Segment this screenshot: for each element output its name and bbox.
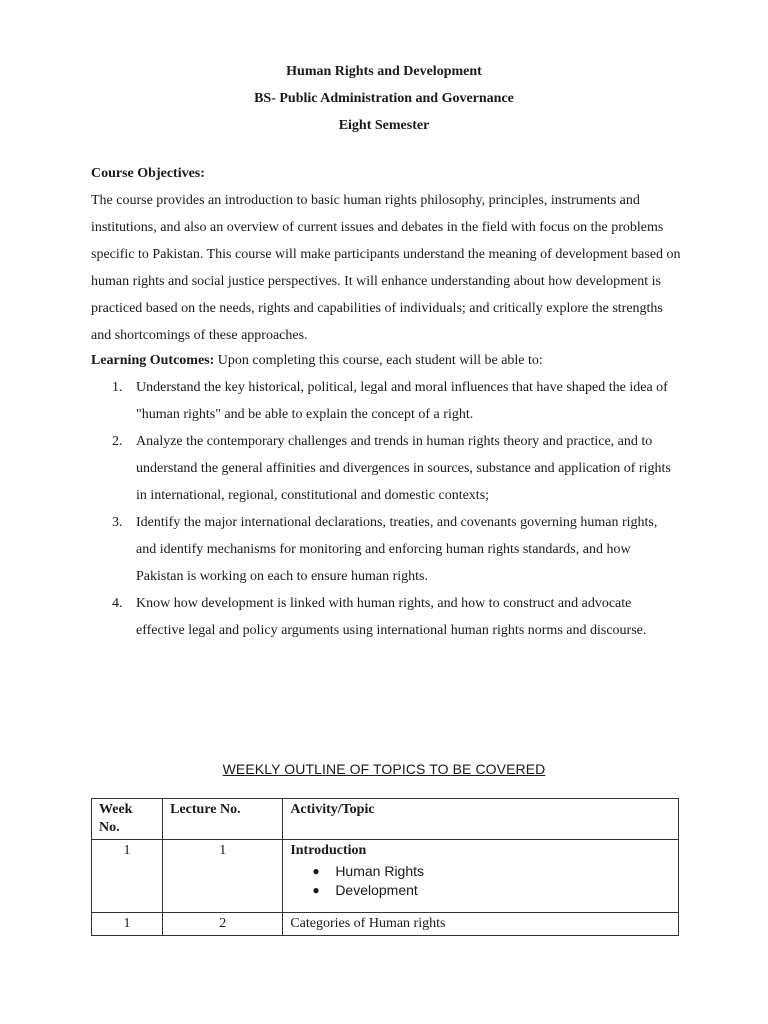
- objectives-paragraph: The course provides an introduction to basic human rights philosophy, principles, instruments and institutions, and also an overview of current issues and debates in the field with focus on the problems specific to Pakistan. This course will make participants understand the meaning of development based on human rights and social justice perspectives. It will enhance understanding about how development is practiced based on the needs, rights and capabilities of individuals; and critically explore the strengths and shortcomings of these approaches.: [91, 193, 681, 343]
- header-week: Week No.: [92, 799, 163, 840]
- topic-bullet-text: Human Rights: [335, 863, 425, 879]
- table-header-row: [92, 799, 679, 840]
- outcome-number: 4.: [112, 596, 123, 611]
- weekly-outline-table: [91, 798, 679, 936]
- outcome-item: [91, 374, 681, 428]
- semester-label: Eight Semester: [338, 118, 430, 133]
- outcome-text: Analyze the contemporary challenges and trends in human rights theory and practice, and to understand the general affinities and divergences in sources, substance and application of rights in international, regional, constitutional and domestic contexts;: [136, 434, 671, 503]
- outcome-number: 2.: [112, 434, 123, 449]
- cell-week: 1: [92, 913, 163, 936]
- cell-lecture: 2: [163, 913, 283, 936]
- outcome-text: Know how development is linked with human rights, and how to construct and advocate effective legal and policy arguments using international human rights norms and discourse.: [136, 596, 647, 638]
- cell-week: 1: [92, 840, 163, 913]
- objectives-heading: Course Objectives:: [91, 166, 205, 181]
- outcomes-list: [91, 374, 681, 644]
- outcome-item: [91, 590, 681, 644]
- cell-topic: [283, 840, 679, 913]
- cell-topic: Categories of Human rights: [283, 913, 679, 936]
- outcome-item: [91, 509, 681, 590]
- topic-bullet-text: Development: [335, 882, 418, 898]
- bullet-icon: ●: [312, 883, 320, 897]
- program-name: BS- Public Administration and Governance: [254, 91, 514, 106]
- cell-lecture: 1: [163, 840, 283, 913]
- outcome-number: 1.: [112, 380, 123, 395]
- table-row: [92, 913, 679, 936]
- outcome-text: Understand the key historical, political, legal and moral influences that have shaped the idea of "human rights" and be able to explain the concept of a right.: [136, 380, 668, 422]
- bullet-icon: ●: [312, 864, 320, 878]
- outcomes-intro-text: Upon completing this course, each student will be able to:: [214, 353, 543, 368]
- outcome-item: [91, 428, 681, 509]
- topic-bullet-list: [290, 862, 671, 900]
- topic-title: Introduction: [290, 843, 367, 858]
- table-row: [92, 840, 679, 913]
- weekly-outline-title: WEEKLY OUTLINE OF TOPICS TO BE COVERED: [222, 761, 546, 777]
- outcomes-heading: Learning Outcomes:: [91, 353, 215, 368]
- topic-bullet-item: [290, 862, 671, 881]
- course-title: Human Rights and Development: [286, 64, 482, 79]
- outcomes-intro: [91, 347, 681, 374]
- document-header: [0, 58, 768, 139]
- outcome-number: 3.: [112, 515, 123, 530]
- topic-bullet-item: [290, 881, 671, 900]
- header-topic: Activity/Topic: [283, 799, 679, 840]
- header-lecture: Lecture No.: [163, 799, 283, 840]
- outcome-text: Identify the major international declarations, treaties, and covenants governing human rights, and identify mechanisms for monitoring and enforcing human rights standards, and how Pakistan is working on each to ensure human rights.: [136, 515, 658, 584]
